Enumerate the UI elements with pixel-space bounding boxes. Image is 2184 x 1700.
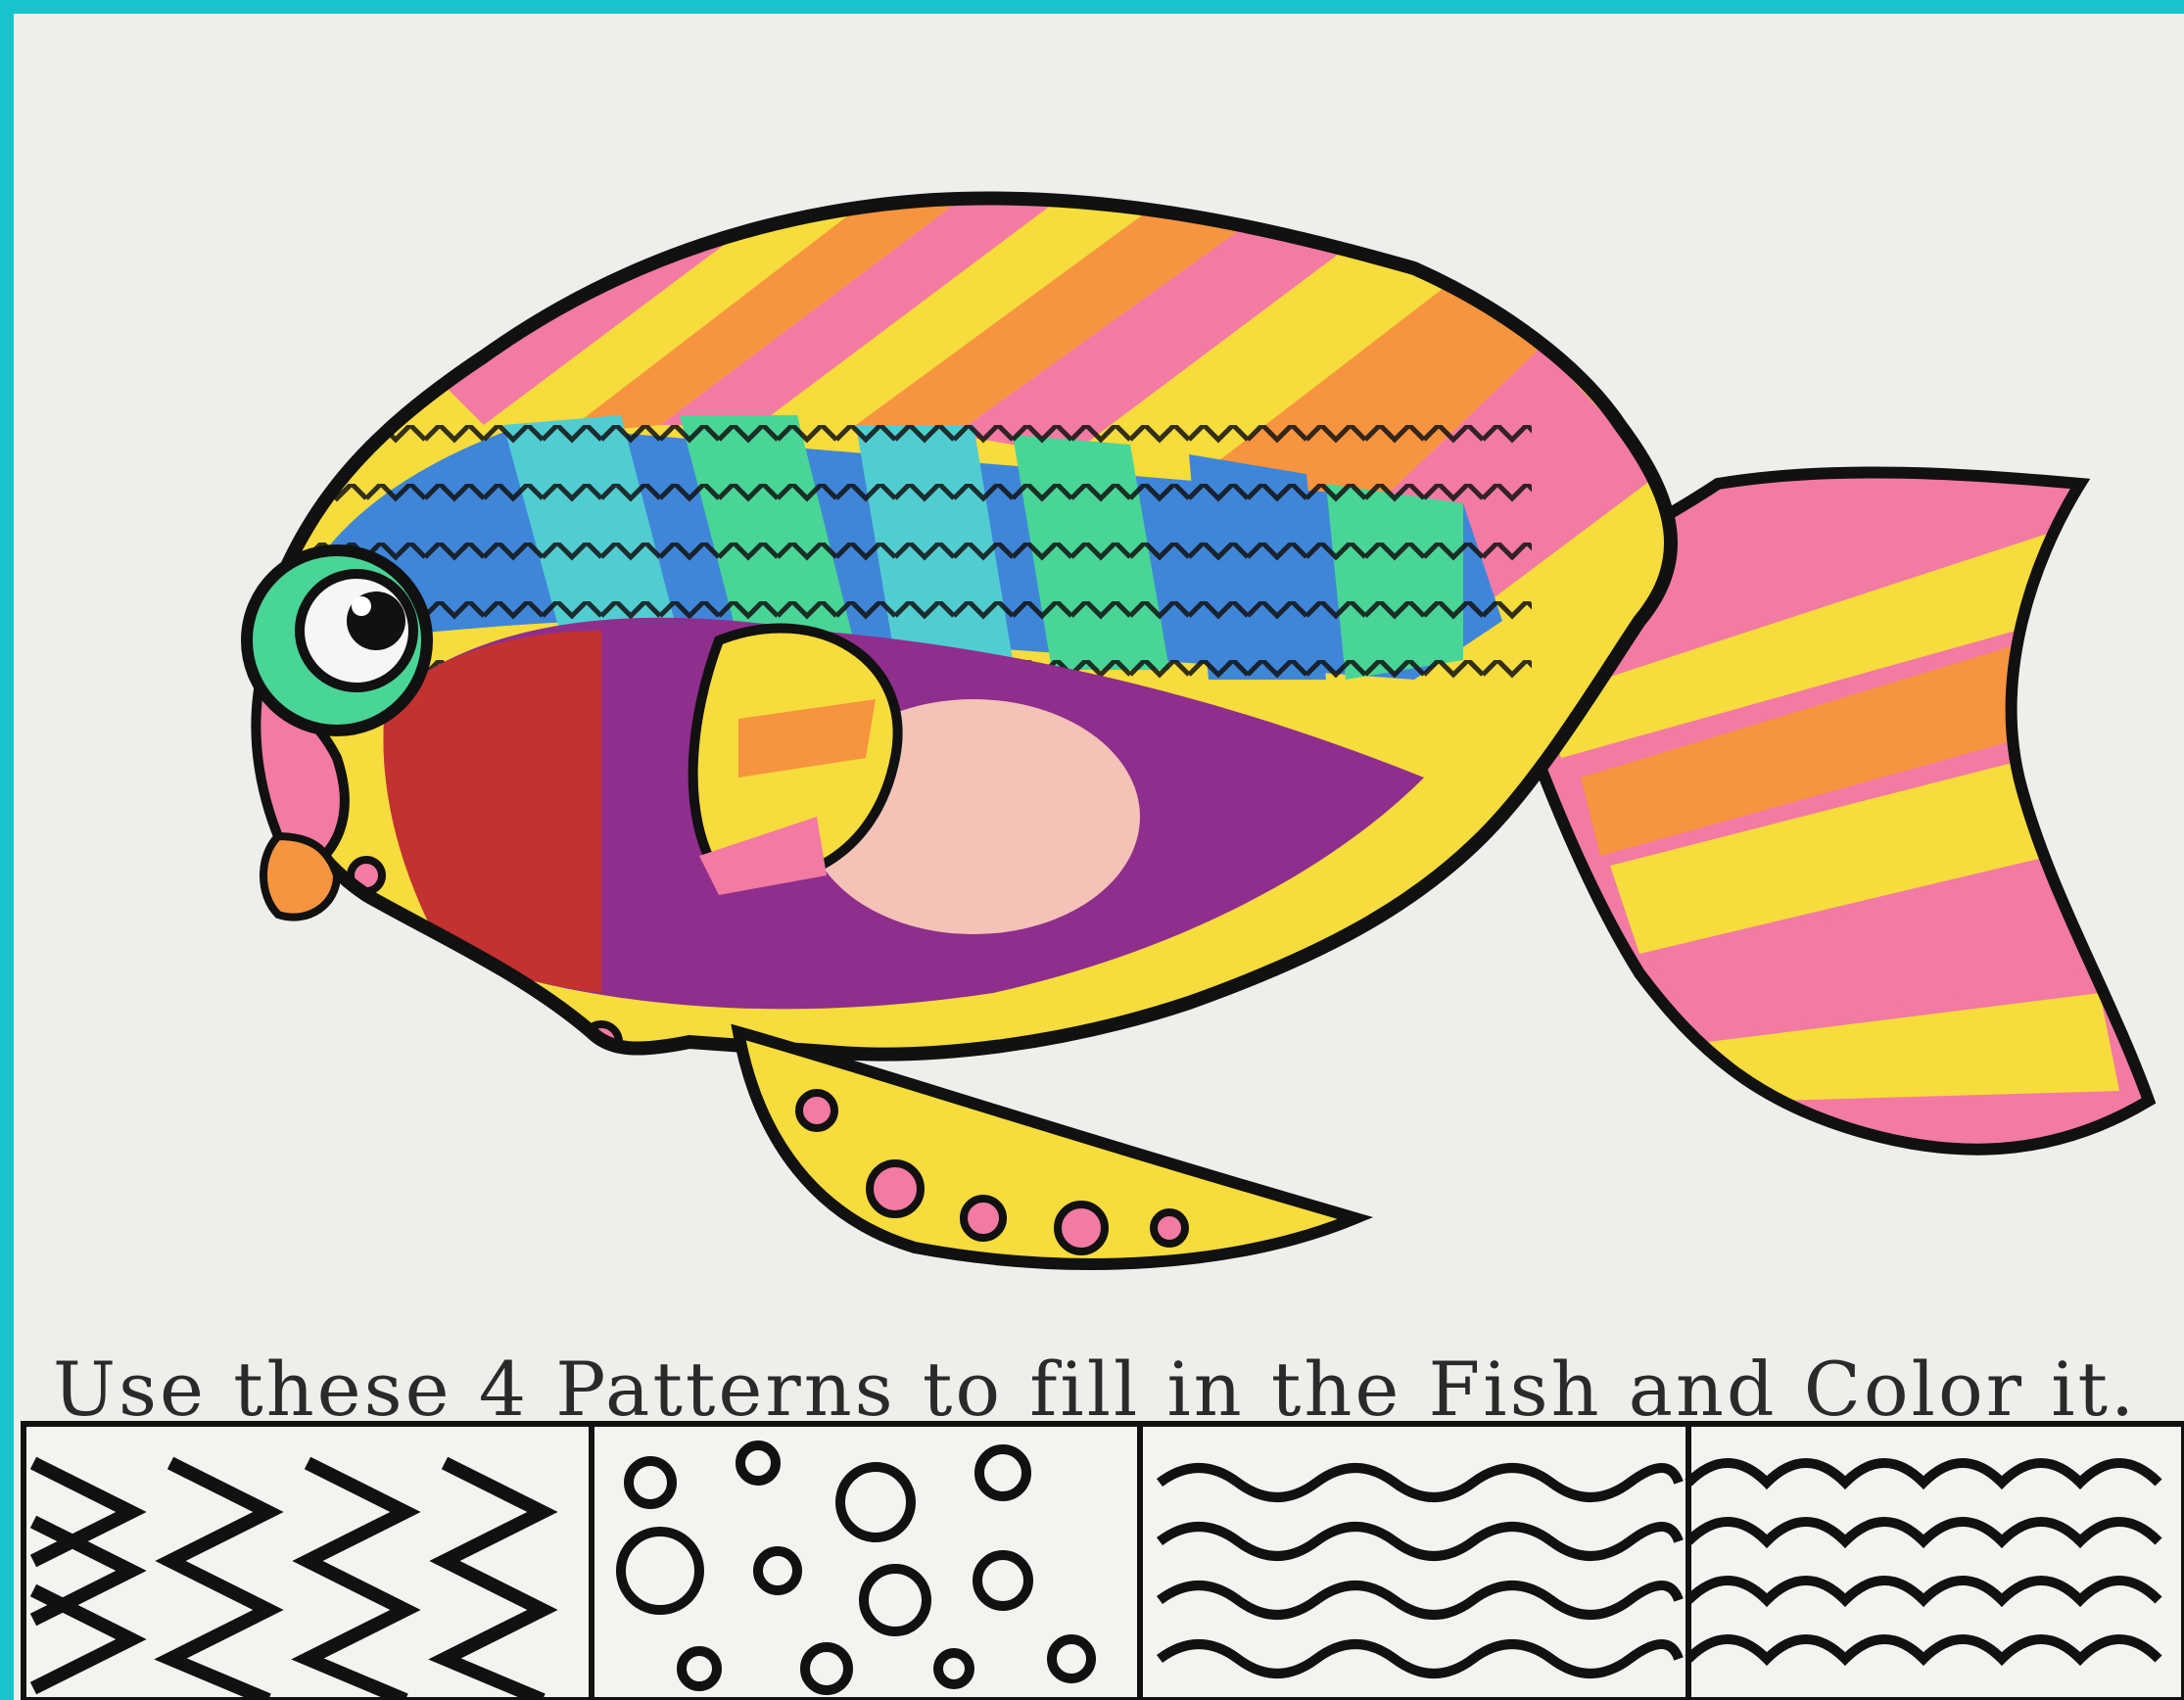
fish-eye <box>247 550 427 731</box>
fish-drawing <box>14 14 2184 1700</box>
worksheet-paper <box>14 14 2184 1700</box>
lower-fin <box>738 1032 1355 1264</box>
pattern-strip <box>24 1424 2184 1700</box>
instruction-text: Use these 4 Patterns to fill in the Fish and Color it. <box>53 1346 2138 1433</box>
fish-body <box>210 161 1777 1091</box>
